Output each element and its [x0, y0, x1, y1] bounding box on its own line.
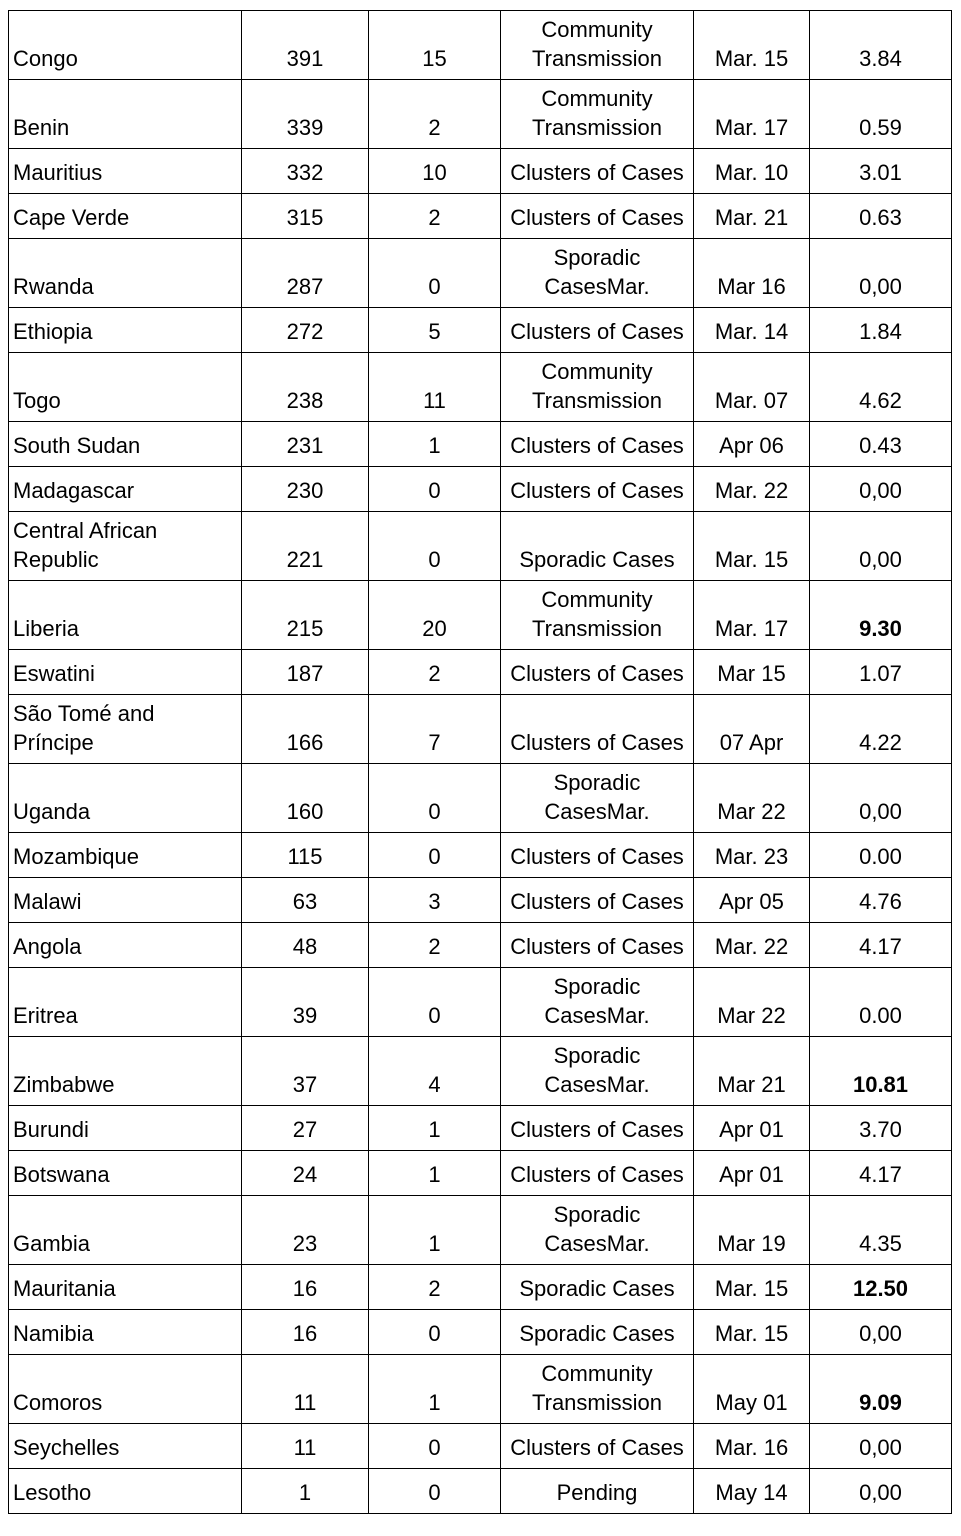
transmission-line: Community — [541, 359, 653, 384]
date-cell: Mar. 16 — [694, 1424, 810, 1469]
cases-cell: 272 — [242, 308, 369, 353]
fatality-rate-cell: 0,00 — [810, 467, 952, 512]
cases-cell: 221 — [242, 512, 369, 581]
cases-cell: 23 — [242, 1196, 369, 1265]
deaths-cell: 0 — [369, 1424, 501, 1469]
transmission-line: Clusters of Cases — [510, 319, 684, 344]
deaths-cell: 10 — [369, 149, 501, 194]
fatality-rate-cell: 0,00 — [810, 1424, 952, 1469]
transmission-cell — [501, 149, 694, 194]
fatality-rate-cell: 0.00 — [810, 833, 952, 878]
date-cell: Mar 15 — [694, 650, 810, 695]
table-row — [9, 11, 952, 80]
table-row — [9, 1424, 952, 1469]
transmission-line: Sporadic Cases — [519, 547, 675, 572]
table-row — [9, 1196, 952, 1265]
date-cell: Mar 22 — [694, 764, 810, 833]
table-row — [9, 1106, 952, 1151]
country-cell: Eswatini — [9, 650, 242, 695]
deaths-cell: 1 — [369, 1151, 501, 1196]
fatality-rate-cell: 3.01 — [810, 149, 952, 194]
country-cell: Zimbabwe — [9, 1037, 242, 1106]
transmission-line: Clusters of Cases — [510, 730, 684, 755]
date-cell: Mar. 14 — [694, 308, 810, 353]
transmission-cell — [501, 1196, 694, 1265]
deaths-cell: 1 — [369, 1355, 501, 1424]
fatality-rate-cell: 10.81 — [810, 1037, 952, 1106]
fatality-rate-cell: 4.35 — [810, 1196, 952, 1265]
date-cell: Mar. 15 — [694, 512, 810, 581]
deaths-cell: 15 — [369, 11, 501, 80]
fatality-rate-cell: 9.09 — [810, 1355, 952, 1424]
table-row — [9, 1355, 952, 1424]
transmission-cell — [501, 968, 694, 1037]
country-cell: Seychelles — [9, 1424, 242, 1469]
transmission-line: Sporadic — [553, 245, 641, 270]
date-cell: Mar. 15 — [694, 1265, 810, 1310]
transmission-cell — [501, 923, 694, 968]
deaths-cell: 0 — [369, 833, 501, 878]
transmission-line: Transmission — [532, 616, 662, 641]
transmission-cell — [501, 1265, 694, 1310]
country-cell: Central African Republic — [9, 512, 242, 581]
date-cell: Mar 19 — [694, 1196, 810, 1265]
transmission-line: Community — [541, 587, 653, 612]
table-row — [9, 308, 952, 353]
transmission-line: Clusters of Cases — [510, 661, 684, 686]
transmission-cell — [501, 1355, 694, 1424]
cases-cell: 238 — [242, 353, 369, 422]
fatality-rate-cell: 0.00 — [810, 968, 952, 1037]
deaths-cell: 2 — [369, 80, 501, 149]
date-cell: Apr 01 — [694, 1151, 810, 1196]
transmission-line: Clusters of Cases — [510, 1117, 684, 1142]
deaths-cell: 0 — [369, 239, 501, 308]
transmission-cell — [501, 1469, 694, 1514]
transmission-cell — [501, 11, 694, 80]
cases-cell: 315 — [242, 194, 369, 239]
country-cell: Lesotho — [9, 1469, 242, 1514]
country-cell: Angola — [9, 923, 242, 968]
transmission-cell — [501, 308, 694, 353]
fatality-rate-cell: 4.76 — [810, 878, 952, 923]
table-row — [9, 695, 952, 764]
cases-cell: 115 — [242, 833, 369, 878]
table-row — [9, 968, 952, 1037]
cases-cell: 231 — [242, 422, 369, 467]
cases-cell: 230 — [242, 467, 369, 512]
date-cell: Mar 16 — [694, 239, 810, 308]
transmission-line: Clusters of Cases — [510, 1162, 684, 1187]
transmission-line: Clusters of Cases — [510, 844, 684, 869]
date-cell: Mar. 15 — [694, 11, 810, 80]
transmission-line: Community — [541, 17, 653, 42]
transmission-cell — [501, 512, 694, 581]
country-cell: Mauritania — [9, 1265, 242, 1310]
deaths-cell: 3 — [369, 878, 501, 923]
country-cell: Ethiopia — [9, 308, 242, 353]
cases-cell: 332 — [242, 149, 369, 194]
deaths-cell: 20 — [369, 581, 501, 650]
transmission-line: Sporadic — [553, 974, 641, 999]
table-row — [9, 650, 952, 695]
deaths-cell: 11 — [369, 353, 501, 422]
country-cell: Malawi — [9, 878, 242, 923]
date-cell: 07 Apr — [694, 695, 810, 764]
table-body — [9, 11, 952, 1514]
table-row — [9, 878, 952, 923]
country-cell: Rwanda — [9, 239, 242, 308]
deaths-cell: 0 — [369, 467, 501, 512]
cases-cell: 11 — [242, 1355, 369, 1424]
country-cell: Mozambique — [9, 833, 242, 878]
transmission-cell — [501, 239, 694, 308]
deaths-cell: 5 — [369, 308, 501, 353]
cases-cell: 11 — [242, 1424, 369, 1469]
date-cell: Mar 22 — [694, 968, 810, 1037]
fatality-rate-cell: 0,00 — [810, 1469, 952, 1514]
transmission-line: Transmission — [532, 388, 662, 413]
date-cell: Mar. 07 — [694, 353, 810, 422]
deaths-cell: 0 — [369, 968, 501, 1037]
transmission-line: CasesMar. — [544, 1072, 650, 1097]
fatality-rate-cell: 4.17 — [810, 923, 952, 968]
transmission-line: Sporadic — [553, 770, 641, 795]
transmission-line: Clusters of Cases — [510, 934, 684, 959]
fatality-rate-cell: 12.50 — [810, 1265, 952, 1310]
table-row — [9, 239, 952, 308]
transmission-line: Sporadic Cases — [519, 1276, 675, 1301]
table-row — [9, 353, 952, 422]
transmission-line: CasesMar. — [544, 274, 650, 299]
fatality-rate-cell: 0.59 — [810, 80, 952, 149]
table-row — [9, 1037, 952, 1106]
transmission-line: Pending — [556, 1480, 638, 1505]
fatality-rate-cell: 0,00 — [810, 764, 952, 833]
date-cell: Mar. 17 — [694, 581, 810, 650]
transmission-cell — [501, 1037, 694, 1106]
cases-cell: 160 — [242, 764, 369, 833]
date-cell: Mar. 23 — [694, 833, 810, 878]
transmission-line: CasesMar. — [544, 1003, 650, 1028]
date-cell: Mar. 15 — [694, 1310, 810, 1355]
transmission-cell — [501, 764, 694, 833]
table-row — [9, 512, 952, 581]
table-row — [9, 1151, 952, 1196]
country-cell: Mauritius — [9, 149, 242, 194]
transmission-line: Transmission — [532, 115, 662, 140]
transmission-line: Clusters of Cases — [510, 205, 684, 230]
cases-cell: 24 — [242, 1151, 369, 1196]
transmission-cell — [501, 1310, 694, 1355]
table-row — [9, 422, 952, 467]
transmission-line: Sporadic — [553, 1202, 641, 1227]
transmission-cell — [501, 1106, 694, 1151]
fatality-rate-cell: 0,00 — [810, 1310, 952, 1355]
deaths-cell: 1 — [369, 1106, 501, 1151]
transmission-line: CasesMar. — [544, 799, 650, 824]
transmission-line: Community — [541, 1361, 653, 1386]
fatality-rate-cell: 0.43 — [810, 422, 952, 467]
table-row — [9, 1265, 952, 1310]
transmission-line: Community — [541, 86, 653, 111]
cases-cell: 39 — [242, 968, 369, 1037]
cases-cell: 391 — [242, 11, 369, 80]
transmission-cell — [501, 650, 694, 695]
transmission-line: Clusters of Cases — [510, 889, 684, 914]
deaths-cell: 0 — [369, 1469, 501, 1514]
fatality-rate-cell: 4.17 — [810, 1151, 952, 1196]
country-cell: Gambia — [9, 1196, 242, 1265]
country-cell: Burundi — [9, 1106, 242, 1151]
fatality-rate-cell: 0,00 — [810, 239, 952, 308]
cases-cell: 48 — [242, 923, 369, 968]
country-cell: Liberia — [9, 581, 242, 650]
deaths-cell: 0 — [369, 512, 501, 581]
date-cell: May 14 — [694, 1469, 810, 1514]
table-row — [9, 1469, 952, 1514]
fatality-rate-cell: 0.63 — [810, 194, 952, 239]
date-cell: Mar. 10 — [694, 149, 810, 194]
date-cell: Mar. 21 — [694, 194, 810, 239]
date-cell: Apr 01 — [694, 1106, 810, 1151]
table-row — [9, 923, 952, 968]
fatality-rate-cell: 0,00 — [810, 512, 952, 581]
date-cell: Mar. 22 — [694, 467, 810, 512]
covid-africa-table — [8, 10, 952, 1514]
table-row — [9, 1310, 952, 1355]
transmission-cell — [501, 422, 694, 467]
transmission-line: Clusters of Cases — [510, 160, 684, 185]
transmission-line: Clusters of Cases — [510, 433, 684, 458]
country-cell: Togo — [9, 353, 242, 422]
table-row — [9, 194, 952, 239]
transmission-cell — [501, 80, 694, 149]
deaths-cell: 2 — [369, 1265, 501, 1310]
country-cell: Cape Verde — [9, 194, 242, 239]
country-cell: Comoros — [9, 1355, 242, 1424]
deaths-cell: 1 — [369, 422, 501, 467]
cases-cell: 16 — [242, 1265, 369, 1310]
cases-cell: 166 — [242, 695, 369, 764]
date-cell: Mar. 22 — [694, 923, 810, 968]
deaths-cell: 2 — [369, 923, 501, 968]
country-cell: Botswana — [9, 1151, 242, 1196]
deaths-cell: 4 — [369, 1037, 501, 1106]
fatality-rate-cell: 4.62 — [810, 353, 952, 422]
fatality-rate-cell: 4.22 — [810, 695, 952, 764]
cases-cell: 63 — [242, 878, 369, 923]
country-cell: Madagascar — [9, 467, 242, 512]
table-row — [9, 80, 952, 149]
transmission-cell — [501, 1424, 694, 1469]
table-row — [9, 833, 952, 878]
transmission-cell — [501, 1151, 694, 1196]
cases-cell: 287 — [242, 239, 369, 308]
transmission-cell — [501, 878, 694, 923]
transmission-cell — [501, 581, 694, 650]
transmission-line: Sporadic Cases — [519, 1321, 675, 1346]
transmission-line: Clusters of Cases — [510, 478, 684, 503]
cases-cell: 16 — [242, 1310, 369, 1355]
cases-cell: 1 — [242, 1469, 369, 1514]
transmission-line: Sporadic — [553, 1043, 641, 1068]
table-row — [9, 149, 952, 194]
deaths-cell: 0 — [369, 764, 501, 833]
transmission-cell — [501, 194, 694, 239]
country-cell: Namibia — [9, 1310, 242, 1355]
deaths-cell: 1 — [369, 1196, 501, 1265]
fatality-rate-cell: 3.70 — [810, 1106, 952, 1151]
fatality-rate-cell: 3.84 — [810, 11, 952, 80]
cases-cell: 215 — [242, 581, 369, 650]
table-row — [9, 467, 952, 512]
cases-cell: 187 — [242, 650, 369, 695]
date-cell: Apr 05 — [694, 878, 810, 923]
country-cell: Benin — [9, 80, 242, 149]
cases-cell: 27 — [242, 1106, 369, 1151]
country-cell: Uganda — [9, 764, 242, 833]
country-cell: Eritrea — [9, 968, 242, 1037]
transmission-cell — [501, 833, 694, 878]
deaths-cell: 7 — [369, 695, 501, 764]
country-cell: São Tomé and Príncipe — [9, 695, 242, 764]
fatality-rate-cell: 1.84 — [810, 308, 952, 353]
transmission-line: CasesMar. — [544, 1231, 650, 1256]
transmission-line: Clusters of Cases — [510, 1435, 684, 1460]
country-cell: South Sudan — [9, 422, 242, 467]
date-cell: Apr 06 — [694, 422, 810, 467]
deaths-cell: 2 — [369, 194, 501, 239]
transmission-cell — [501, 467, 694, 512]
table-row — [9, 764, 952, 833]
transmission-line: Transmission — [532, 46, 662, 71]
cases-cell: 339 — [242, 80, 369, 149]
date-cell: Mar. 17 — [694, 80, 810, 149]
deaths-cell: 0 — [369, 1310, 501, 1355]
fatality-rate-cell: 1.07 — [810, 650, 952, 695]
table-row — [9, 581, 952, 650]
country-cell: Congo — [9, 11, 242, 80]
transmission-line: Transmission — [532, 1390, 662, 1415]
transmission-cell — [501, 353, 694, 422]
transmission-cell — [501, 695, 694, 764]
deaths-cell: 2 — [369, 650, 501, 695]
date-cell: May 01 — [694, 1355, 810, 1424]
fatality-rate-cell: 9.30 — [810, 581, 952, 650]
date-cell: Mar 21 — [694, 1037, 810, 1106]
cases-cell: 37 — [242, 1037, 369, 1106]
